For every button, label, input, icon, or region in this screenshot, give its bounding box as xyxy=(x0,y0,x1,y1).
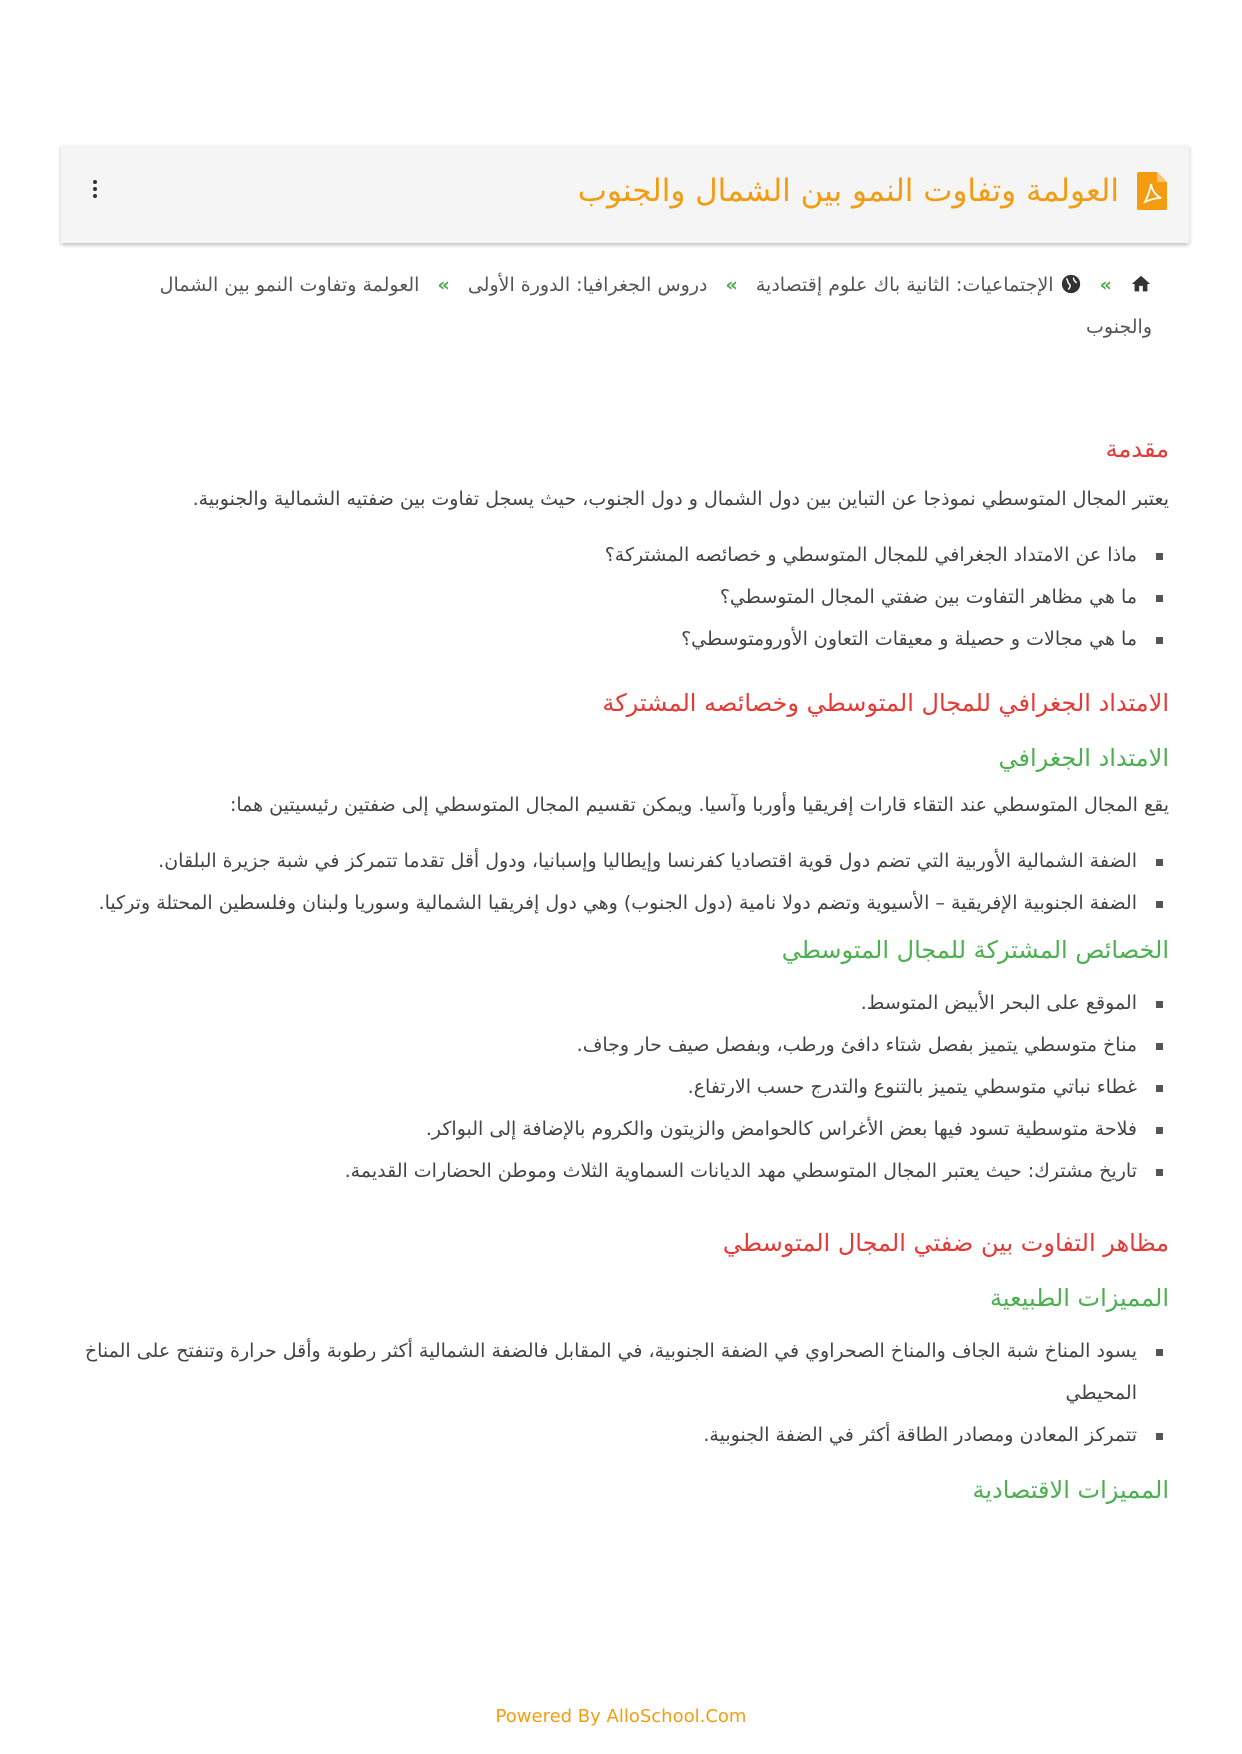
breadcrumb-item-current: العولمة وتفاوت النمو بين الشمال والجنوب xyxy=(159,274,1152,338)
breadcrumb xyxy=(112,264,1152,348)
breadcrumb-separator: » xyxy=(1099,274,1112,296)
section2-sub2-heading: المميزات الاقتصادية xyxy=(972,1476,1169,1504)
list-item: غطاء نباتي متوسطي يتميز بالتنوع والتدرج حسب الارتفاع. xyxy=(69,1066,1137,1108)
breadcrumb-separator: » xyxy=(725,274,738,296)
globe-icon xyxy=(1060,273,1082,295)
intro-paragraph: يعتبر المجال المتوسطي نموذجا عن التباين بين دول الشمال و دول الجنوب، حيث يسجل تفاوت بين ضفتيه الشمالية والجنوبية. xyxy=(192,488,1169,510)
breadcrumb-item-category[interactable]: دروس الجغرافيا: الدورة الأولى xyxy=(467,274,708,296)
list-item: الموقع على البحر الأبيض المتوسط. xyxy=(69,982,1137,1024)
breadcrumb-separator: » xyxy=(437,274,450,296)
section1-sub1-list xyxy=(69,840,1169,924)
list-item: ما هي مجالات و حصيلة و معيقات التعاون الأورومتوسطي؟ xyxy=(69,618,1137,660)
section1-heading: الامتداد الجغرافي للمجال المتوسطي وخصائصه المشتركة xyxy=(602,689,1169,717)
list-item: تاريخ مشترك: حيث يعتبر المجال المتوسطي مهد الديانات السماوية الثلاث وموطن الحضارات القديمة. xyxy=(69,1150,1137,1192)
section1-sub2-heading: الخصائص المشتركة للمجال المتوسطي xyxy=(781,936,1169,964)
breadcrumb-item-subject[interactable]: الإجتماعيات: الثانية باك علوم إقتصادية xyxy=(755,274,1054,296)
intro-questions xyxy=(69,534,1169,660)
home-icon[interactable] xyxy=(1130,273,1152,295)
intro-heading: مقدمة xyxy=(1105,435,1169,463)
more-vert-icon[interactable] xyxy=(91,177,99,209)
section2-sub1-list xyxy=(69,1330,1169,1456)
list-item: يسود المناخ شبة الجاف والمناخ الصحراوي في الضفة الجنوبية، في المقابل فالضفة الشمالية أكثر رطوبة وأقل حرارة وتنفتح على المناخ المحيطي xyxy=(69,1330,1137,1414)
list-item: فلاحة متوسطية تسود فيها بعض الأغراس كالحوامض والزيتون والكروم بالإضافة إلى البواكر. xyxy=(69,1108,1137,1150)
list-item: مناخ متوسطي يتميز بفصل شتاء دافئ ورطب، وبفصل صيف حار وجاف. xyxy=(69,1024,1137,1066)
section2-heading: مظاهر التفاوت بين ضفتي المجال المتوسطي xyxy=(722,1229,1169,1257)
list-item: ماذا عن الامتداد الجغرافي للمجال المتوسطي و خصائصه المشتركة؟ xyxy=(69,534,1137,576)
section1-sub1-paragraph: يقع المجال المتوسطي عند التقاء قارات إفريقيا وأوربا وآسيا. ويمكن تقسيم المجال المتوسطي إلى ضفتين رئيسيتين هما: xyxy=(229,794,1169,816)
section1-sub1-heading: الامتداد الجغرافي xyxy=(998,744,1169,772)
list-item: الضفة الشمالية الأوربية التي تضم دول قوية اقتصاديا كفرنسا وإيطاليا وإسبانيا، ودول أقل تقدما تتمركز في شبة جزيرة البلقان. xyxy=(69,840,1137,882)
list-item: ما هي مظاهر التفاوت بين ضفتي المجال المتوسطي؟ xyxy=(69,576,1137,618)
footer-credit[interactable]: Powered By AlloSchool.Com xyxy=(495,1706,747,1727)
page-title: العولمة وتفاوت النمو بين الشمال والجنوب xyxy=(577,173,1119,209)
section2-sub1-heading: المميزات الطبيعية xyxy=(990,1284,1169,1312)
section1-sub2-list xyxy=(69,982,1169,1192)
pdf-file-icon xyxy=(1137,172,1167,210)
page-header xyxy=(61,145,1189,243)
list-item: تتمركز المعادن ومصادر الطاقة أكثر في الضفة الجنوبية. xyxy=(69,1414,1137,1456)
list-item: الضفة الجنوبية الإفريقية – الأسيوية وتضم دولا نامية (دول الجنوب) وهي دول إفريقيا الشمالية وسوريا ولبنان وفلسطين المحتلة وتركيا. xyxy=(69,882,1137,924)
lesson-content xyxy=(69,420,1169,1516)
